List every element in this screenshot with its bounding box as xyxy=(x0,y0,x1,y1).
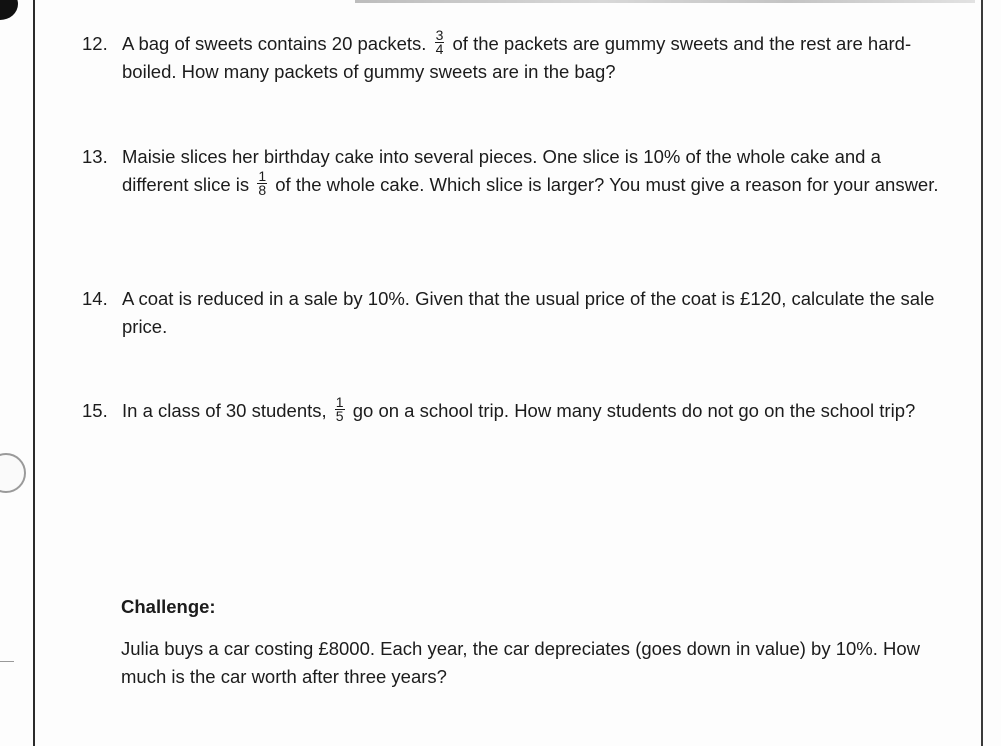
fraction-one-eighth xyxy=(257,167,267,198)
fraction-numerator: 3 xyxy=(435,26,444,43)
question-14 xyxy=(82,285,952,341)
question-number: 15. xyxy=(82,400,108,421)
question-13 xyxy=(82,143,952,199)
question-15 xyxy=(82,393,952,425)
fraction-three-quarters xyxy=(435,26,445,57)
question-12 xyxy=(82,26,952,86)
question-text: A coat is reduced in a sale by 10%. Given that the usual price of the coat is £120, calculate the sale price. xyxy=(122,288,935,337)
scan-top-edge xyxy=(355,0,975,3)
fraction-denominator: 4 xyxy=(435,40,444,57)
challenge-title: Challenge: xyxy=(121,596,216,617)
question-number: 13. xyxy=(82,146,108,167)
question-number: 14. xyxy=(82,288,108,309)
question-number: 12. xyxy=(82,33,108,54)
fraction-numerator: 1 xyxy=(258,167,267,184)
question-text-part-b: go on a school trip. How many students do not go on the school trip? xyxy=(352,400,916,421)
fraction-denominator: 8 xyxy=(258,181,267,198)
question-body xyxy=(122,26,952,86)
punch-hole-top xyxy=(0,0,18,20)
fraction-one-fifth xyxy=(335,393,345,424)
question-text-part-a: In a class of 30 students, xyxy=(122,400,327,421)
punch-hole-middle xyxy=(0,453,26,493)
fraction-denominator: 5 xyxy=(335,407,344,424)
question-text-part-b: of the packets are gummy sweets and the rest are hard-boiled. How many packets of gummy sweets are in the bag? xyxy=(122,33,912,82)
margin-tick xyxy=(0,661,14,662)
challenge-section xyxy=(121,593,961,691)
right-margin-line xyxy=(981,0,983,746)
question-text-part-b: of the whole cake. Which slice is larger? You must give a reason for your answer. xyxy=(275,174,939,195)
question-text-part-a: Maisie slices her birthday cake into several pieces. One slice is 10% of the whole cake and a different slice is xyxy=(122,146,881,195)
question-body xyxy=(122,393,952,425)
question-body xyxy=(122,285,952,341)
left-margin-line xyxy=(33,0,35,746)
fraction-numerator: 1 xyxy=(335,393,344,410)
challenge-text: Julia buys a car costing £8000. Each year, the car depreciates (goes down in value) by 10%. How much is the car worth after three years? xyxy=(121,638,921,687)
question-body xyxy=(122,143,952,199)
question-text-part-a: A bag of sweets contains 20 packets. xyxy=(122,33,427,54)
